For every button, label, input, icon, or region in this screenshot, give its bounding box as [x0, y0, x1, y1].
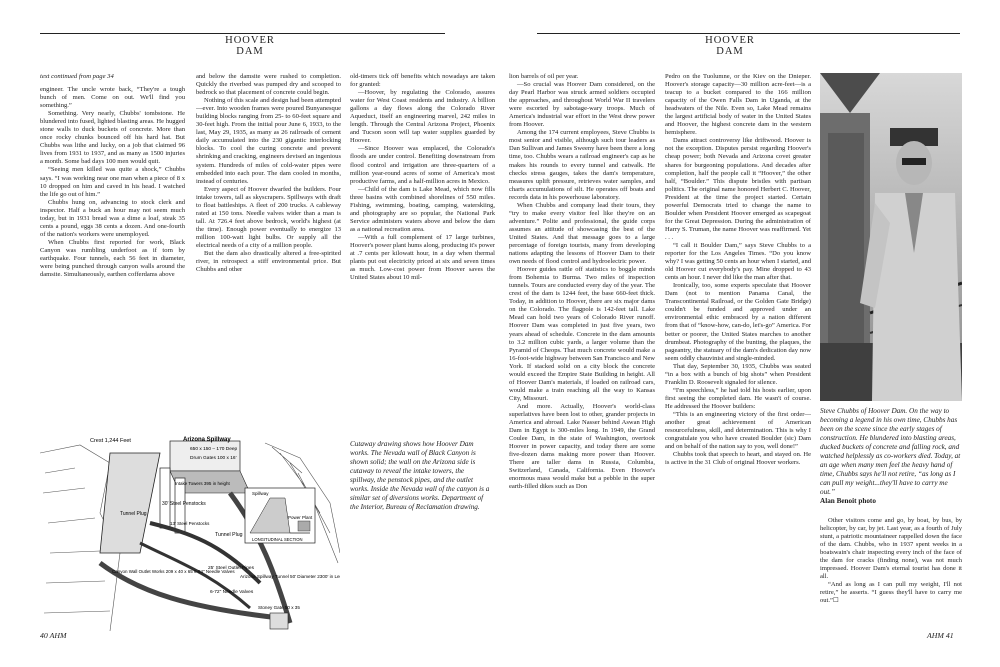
- label-spillway-tunnel: Arizona Spillway Tunnel 50' Diameter 2300' in Length: [240, 574, 340, 579]
- header-title-left: [200, 35, 300, 57]
- label-drum-gates: Drum Gates 100 x 16': [190, 456, 237, 461]
- photo-caption: [820, 407, 962, 506]
- label-stoney-gate: Stoney Gate 50 x 35: [258, 605, 300, 610]
- article-column-5: [665, 73, 811, 635]
- header-rule-left: [40, 33, 445, 34]
- paragraph: “Seeing men killed was quite a shock,” Chubbs says. “I was working near one man when a piece of 8 x 10 dropped on him and caved in his head. I watched the life go out of him.”: [40, 166, 185, 198]
- paragraph: “I'm speechless,” he had told his hosts earlier, upon first seeing the completed dam. He wasn't of course. He addressed the Hoover builders:: [665, 386, 811, 410]
- paragraph: Something. Very nearly, Chubbs' tombstone. He blundered into fused, lighted blasting areas. He hugged stone walls to duck buckets of concrete. More than once rocky chunks bounced off his hard hat. But Chubbs was lithe and lucky, on a job that claimed 96 lives from 1931 to 1937, and as many as 1500 injuries a month. Some bad days 100 men would quit.: [40, 110, 185, 166]
- article-column-1: [40, 86, 185, 426]
- steve-chubbs-photo: [820, 73, 962, 401]
- label-steel-penstocks: 30' Steel Penstocks: [162, 501, 206, 507]
- label-13-penstocks: 13' Steel Penstocks: [170, 521, 210, 526]
- dam-cutaway-svg: [40, 433, 340, 631]
- header-title-line-2: DAM: [236, 46, 264, 57]
- label-needle-valves: 6-72" Needle Valves: [210, 590, 254, 595]
- photo-svg: [820, 73, 962, 401]
- article-column-4: [509, 73, 655, 635]
- paragraph: Hoover guides rattle off statistics to boggle minds from Bohemia to Burma. Two miles of inspection tunnels. Tours are conducted every day of the year. The crest of the dam is 1244 feet, the base 660-feet thick. Today, in addition to Hoover, there are six major dams on the Colorado. The flagpole is 142-feet tall. Lake Mead can hold two years of Colorado River runoff. Hoover Dam was completed in just five years, two years ahead of schedule. Concrete in the dam amounts to 3.2 million cubic yards, a larger volume than the Pyramid of Cheops. That much concrete would make a 16-foot-wide highway between San Francisco and New York. If stacked solid on a city block the concrete would exceed the Empire State Building in height. All of Hoover Dam's materials, if loaded on railroad cars, would make a train reaching all the way to Kansas City, Missouri.: [509, 266, 655, 402]
- diagram-caption: Cutaway drawing shows how Hoover Dam works. The Nevada wall of Black Canyon is shown solid; the wall on the Arizona side is cutaway to reveal the intake towers, the spillway, the penstock pipes, and the outlet works. Inside the Nevada wall of the canyon is a similar set of diversions works. Department of the Interior, Bureau of Reclamation drawing.: [350, 440, 490, 511]
- label-crest: Crest 1,244 Feet: [90, 438, 131, 444]
- label-intake-towers: Intake Towers 395 in height: [175, 481, 230, 486]
- paragraph: Among the 174 current employees, Steve Chubbs is most senior and visible, although such tour leaders as Dan Sullivan and James Sweeny have been there a long time, too. Chubbs wears a railroad engineer's cap as he makes his rounds to every tunnel and catwalk. He checks stress gauges, takes the dam's temperature, measures uplift pressure, retrieves water samples, and charts accumulations of silt. He operates off boats and records data in his powerhouse laboratory.: [509, 129, 655, 201]
- paragraph: But the dam also drastically altered a free-spirited river, in retrospect a stiff environmental price. But Chubbs and other: [196, 250, 341, 274]
- paragraph: Nothing of this scale and design had been attempted—ever. Into wooden frames were poured Bunyanesque building blocks ranging from 25- to 60-feet square and 30-feet high. From the initial pour June 6, 1933, to the last, May 29, 1935, as many as 26 railroads of cement daily accumulated into the 230 gigantic interlocking blocks. To cool the curing concrete and prevent shrinking and cracking, engineers devised an ingenious system. Hundreds of miles of cold-water pipes were embedded into each pour. The dam cooled in months, instead of centuries.: [196, 97, 341, 185]
- paragraph: That day, September 30, 1935, Chubbs was seated “in a box with a bunch of big shots” when President Franklin D. Roosevelt signaled for silence.: [665, 362, 811, 386]
- header-title-line-2: DAM: [716, 46, 744, 57]
- paragraph: When Chubbs and company lead their tours, they “try to make every visitor feel like they're on an adventure.” Polite and professional, the guide corps assumes an attitude of showcasing the best of the United States. And that message goes to a large percentage of foreign tourists, many from developing nations adapting the lessons of Hoover Dam to their own needs of flood control and hydroelectric power.: [509, 201, 655, 266]
- label-spillway-detail: 650 x 150 – 170 Deep: [190, 447, 238, 452]
- folio-right: AHM 41: [927, 631, 954, 640]
- paragraph: old-timers tick off benefits which nowadays are taken for granted:: [350, 73, 495, 89]
- paragraph: “And as long as I can pull my weight, I'll not retire,” he asserts. “I guess they'll have to carry me out.”☐: [820, 581, 962, 605]
- paragraph: “This is an engineering victory of the first order—another great achievement of American resourcefulness, skill, and determination. This is why I congratulate you who have created Boulder (sic) Dam and on behalf of the nation say to you, well done!”: [665, 410, 811, 451]
- photo-caption-text: Steve Chubbs of Hoover Dam. On the way to becoming a legend in his own time, Chubbs has been on the scene since the early stages of construction. He blundered into blasting areas, ducked buckets of concrete and falling rock, and watched helplessly as co-workers died. Today, at an age when many men feel the heavy hand of time, Chubbs says he'll not retire, “as long as I can pull my weight...they'll have to carry me out.”: [820, 407, 961, 496]
- label-tunnel-plug: Tunnel Plug: [120, 511, 147, 517]
- label-outlet-pipes: 25' Steel Outlet Pipes: [208, 566, 254, 571]
- paragraph: —With a full complement of 17 large turbines, Hoover's power plant hums along, producing it's power at .7 cents per kilowatt hour, in a day when thermal plants put out electricity priced at six and seven times as much. Low-cost power from Hoover saves the United States about 10 mil-: [350, 233, 495, 282]
- paragraph: engineer. The uncle wrote back, “They're a tough bunch of men. Come on out. We'll find you something.”: [40, 86, 185, 110]
- paragraph: Chubbs hung on, advancing to stock clerk and inspector. Half a buck an hour may not seem much today, but in 1931 bread was a dime a loaf, steak 35 cents a pound, eggs 38 cents a dozen. And one-fourth of the nation's workers were unemployed.: [40, 198, 185, 238]
- paragraph: Chubbs took that speech to heart, and stayed on. He is active in the 31 Club of original Hoover workers.: [665, 451, 811, 467]
- paragraph: Every aspect of Hoover dwarfed the builders. Four intake towers, tall as skyscrapers. Spillways with draft to float battleships. A fleet of 200 trucks. A cableway rated at 150 tons. Needle valves wider than a man is tall. At 726.4 feet above bedrock, world's highest (at the time). Enough power eventually to energize 13 million 100-watt light bulbs. Or supply all the electrical needs of a city of a million people.: [196, 185, 341, 249]
- paragraph: “I call it Boulder Dam,” says Steve Chubbs to a reporter for the Los Angeles Times. “Do you know why? I was getting 50 cents an hour when I started, and old Hoover cut everybody's pay. Mine dropped to 43 cents an hour. I never did like the man after that.: [665, 241, 811, 282]
- dam-cutaway-diagram: [40, 433, 340, 631]
- label-spillway-small: Spillway: [252, 491, 269, 496]
- label-spillway: Arizona Spillway: [183, 437, 231, 443]
- header-rule-right: [537, 33, 960, 34]
- paragraph: and below the damsite were rushed to completion. Quickly the riverbed was pumped dry and scooped to bedrock so that placement of concrete could begin.: [196, 73, 341, 97]
- paragraph: And more. Actually, Hoover's world-class superlatives have been lost to other, grander projects in America and abroad. Lake Nasser behind Aswan High Dam in Egypt is 300-miles long. In 1949, the Grand Coulee Dam, in the state of Washington, overtook Hoover in power capacity, and today there are some five-dozen dams making more power than Hoover. There are taller dams in Russia, Columbia, Switzerland, Canada, California. Even Hoover's enormous mass would make but a pebble in the super earth-filled dikes such as Don: [509, 402, 655, 491]
- label-canyon-wall: Canyon Wall Outlet Works 209 x 40 x 65 6-84" Needle Valves: [112, 569, 235, 574]
- paragraph: Ironically, too, some experts speculate that Hoover Dam (not to mention Panama Canal, the Transcontinental Railroad, or the Golden Gate Bridge) couldn't be funded and approved under an environmental ethic embraced by a nation different from that of “know-how, can-do, let's-go” America. For better or poorer, the United States marches to another drumbeat. Photography of the bunting, the plaques, the pageantry, the statuary of the dam's dedication day now seem oddly chauvinist and single-minded.: [665, 282, 811, 362]
- article-column-2: [196, 73, 341, 426]
- continued-note: text continued from page 34: [40, 73, 114, 80]
- label-power-plant: Power Plant: [288, 515, 313, 520]
- paragraph: —So crucial was Hoover Dam considered, on the day Pearl Harbor was struck armed soldiers occupied the approaches, and throughout World War II travelers were escorted by sabotage-wary troops. Much of America's industrial war effort in the West drew power from Hoover.: [509, 81, 655, 129]
- photo-credit: Alan Benoit photo: [820, 497, 876, 505]
- header-title-line-1: HOOVER: [705, 35, 755, 46]
- paragraph: Other visitors come and go, by boat, by bus, by helicopter, by car, by jet. Last year, as a fourth of July stunt, a patriotic mountaineer rappelled down the face of the dam. Chubbs, who in 1937 spent weeks in a boatswain's chair inspecting every inch of the face of the dam for cracks (finding none), was not much impressed. Hoover Dam's eternal tourist has done it all.: [820, 517, 962, 581]
- header-title-right: [680, 35, 780, 57]
- paragraph: —Hoover, by regulating the Colorado, assures water for West Coast residents and industry. A billion gallons a day flows along the Colorado River Aqueduct, itself an engineering marvel, 242 miles in length. Through the Central Arizona Project, Phoenix and Tucson soon will tap water supplies guarded by Hoover.: [350, 89, 495, 145]
- paragraph: Pedro on the Tuolumne, or the Kiev on the Dnieper. Hoover's storage capacity—30 million acre-feet—is a teacup to a bucket compared to the 166 million capacity of the Owen Falls Dam in Uganda, at the headwaters of the Nile. Even so, Lake Mead remains the largest artificial body of water in the United States and Hoover, the highest concrete dam in the western hemisphere.: [665, 73, 811, 137]
- label-tunnel-plug-2: Tunnel Plug: [215, 532, 243, 538]
- header-title-line-1: HOOVER: [225, 35, 275, 46]
- article-column-3: [350, 73, 495, 426]
- folio-left: 40 AHM: [40, 631, 67, 640]
- article-column-6: [820, 517, 962, 629]
- paragraph: When Chubbs first reported for work, Black Canyon was rumbling underfoot as if torn by earthquake. Four tunnels, each 56 feet in diameter, were being punched through canyon walls around the damsite. Simultaneously, earthen cofferdams above: [40, 238, 185, 279]
- paragraph: —Since Hoover was emplaced, the Colorado's floods are under control. Benefiting downstream from flood control and irrigation are three-quarters of a million year-round acres of some of America's most productive farms, and a half-million acres in Mexico.: [350, 145, 495, 185]
- paragraph: lion barrels of oil per year.: [509, 73, 579, 80]
- label-longitudinal: LONGITUDINAL SECTION: [252, 537, 303, 542]
- paragraph: —Child of the dam is Lake Mead, which now fills three basins with combined shorelines of 550 miles. Fishing, swimming, boating, camping, waterskiing, and photography are so popular, the National Park Service administers waters above and below the dam as a national recreation area.: [350, 185, 495, 233]
- paragraph: Dams attract controversy like driftwood. Hoover is not the exception. Disputes persist regarding Hoover's cheap power; both Nevada and Arizona covet greater shares for burgeoning populations. And decades after completion, half the people call it “Hoover,” the other half, “Boulder.” This dispute bristles with partisan politics. The original name honored Herbert C. Hoover, President at the time the project started. Certain powerful Democrats tried to change the name to Boulder when President Hoover emerged as scapegoat for the Great Depression. During the administration of Harry S. Truman, the name Hoover was reaffirmed. Yet . . .: [665, 137, 811, 241]
